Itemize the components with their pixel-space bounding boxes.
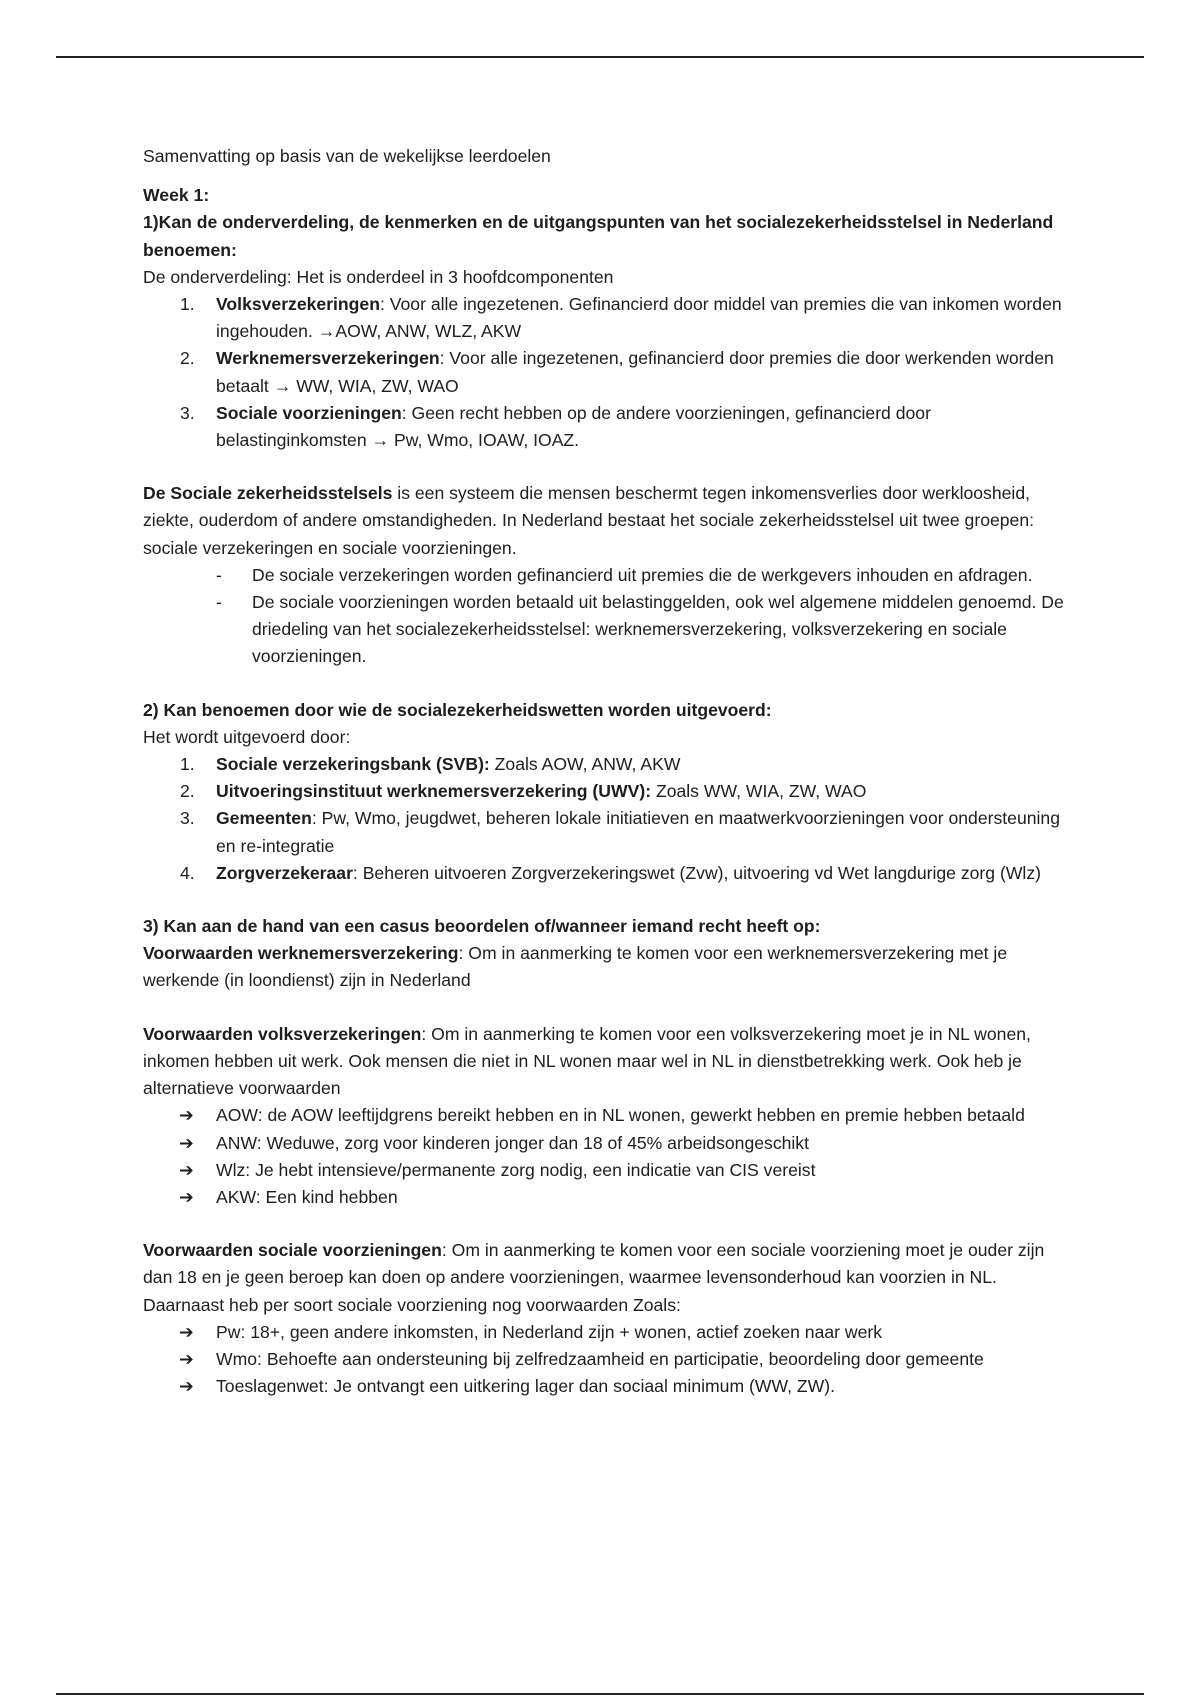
section-1-paragraph <box>143 480 1073 562</box>
list-item <box>143 778 1073 805</box>
list-text: : Beheren uitvoeren Zorgverzekeringswet (Zvw), uitvoering vd Wet langdurige zorg (Wlz) <box>352 862 1041 883</box>
sociale-voorzieningen-conditions <box>143 1237 1073 1319</box>
list-item <box>143 1346 1073 1373</box>
list-item <box>143 291 1073 345</box>
list-item <box>143 1157 1073 1184</box>
list-item <box>143 1373 1073 1400</box>
list-text: ANW: Weduwe, zorg voor kinderen jonger dan 18 of 45% arbeidsongeschikt <box>216 1132 809 1153</box>
header-rule <box>56 56 1144 58</box>
list-text: De sociale verzekeringen worden gefinancierd uit premies die de werkgevers inhouden en afdragen. <box>252 564 1033 585</box>
list-text: Pw: 18+, geen andere inkomsten, in Nederland zijn + wonen, actief zoeken naar werk <box>216 1321 883 1342</box>
list-number: 1. <box>180 294 195 315</box>
list-text: Zoals WW, WIA, ZW, WAO <box>651 781 867 802</box>
paragraph-term: Voorwaarden volksverzekeringen <box>143 1023 422 1044</box>
paragraph-text: : Om in aanmerking te komen voor een volksverzekering moet je in NL wonen, inkomen hebben uit werk. Ook mensen die niet in NL wonen maar wel in NL in dienstbetrekking werk. Ook heb je alternatieve voorwaarden <box>143 1023 1031 1099</box>
arrow-icon: ➔ <box>179 1321 194 1342</box>
list-number: 4. <box>180 862 195 883</box>
section-1-lead: De onderverdeling: Het is onderdeel in 3 hoofdcomponenten <box>143 266 614 287</box>
list-term: Zorgverzekeraar <box>216 862 353 883</box>
list-text: : Geen recht hebben op de andere voorzieningen, gefinancierd door belastinginkomsten → Pw, Wmo, IOAW, IOAZ. <box>216 402 931 451</box>
list-number: 3. <box>180 402 195 423</box>
list-item <box>143 860 1073 887</box>
section-3-heading: 3) Kan aan de hand van een casus beoordelen of/wanneer iemand recht heeft op: <box>143 916 821 937</box>
list-text: AKW: Een kind hebben <box>216 1186 398 1207</box>
list-item <box>143 562 1073 589</box>
spacer <box>143 671 1073 697</box>
list-term: Sociale voorzieningen <box>216 402 402 423</box>
list-item <box>143 805 1073 859</box>
list-item <box>143 345 1073 399</box>
list-number: 3. <box>180 808 195 829</box>
section-1-heading: 1)Kan de onderverdeling, de kenmerken en de uitgangspunten van het socialezekerheidsstelsel in Nederland benoemen: <box>143 212 1054 260</box>
week-heading: Week 1: <box>143 185 210 206</box>
list-number: 2. <box>180 781 195 802</box>
paragraph-term: De Sociale zekerheidsstelsels <box>143 483 393 504</box>
volksverzekeringen-conditions <box>143 1021 1073 1103</box>
section-2-heading: 2) Kan benoemen door wie de socialezekerheidswetten worden uitgevoerd: <box>143 699 772 720</box>
arrow-icon: ➔ <box>179 1376 194 1397</box>
sociale-voorzieningen-arrow-list <box>143 1319 1073 1401</box>
footer-rule <box>56 1693 1144 1695</box>
list-text: : Voor alle ingezetenen, gefinancierd door premies die door werkenden worden betaalt → WW, WIA, ZW, WAO <box>216 348 1054 396</box>
list-text: De sociale voorzieningen worden betaald uit belastinggelden, ook wel algemene middelen genoemd. De driedeling van het socialezekerheidsstelsel: werknemersverzekering, volksverzekering en sociale voorzieningen. <box>252 592 1064 667</box>
list-item <box>143 589 1073 671</box>
section-1-dash-list <box>143 562 1073 671</box>
document-intro: Samenvatting op basis van de wekelijkse leerdoelen <box>143 146 551 166</box>
paragraph-text: : Om in aanmerking te komen voor een werknemersverzekering met je werkende (in loondienst) zijn in Nederland <box>143 943 1008 991</box>
spacer <box>143 1211 1073 1237</box>
document-body <box>143 143 1073 1400</box>
spacer <box>143 887 1073 913</box>
section-1-numbered-list <box>143 291 1073 454</box>
list-text: : Voor alle ingezetenen. Gefinancierd door middel van premies die van inkomen worden ingehouden. →AOW, ANW, WLZ, AKW <box>216 294 1062 342</box>
list-item <box>143 1102 1073 1129</box>
list-number: 2. <box>180 348 195 369</box>
list-text: Wmo: Behoefte aan ondersteuning bij zelfredzaamheid en participatie, beoordeling door gemeente <box>216 1348 984 1369</box>
spacer <box>143 995 1073 1021</box>
list-text: Toeslagenwet: Je ontvangt een uitkering lager dan sociaal minimum (WW, ZW). <box>216 1376 835 1397</box>
list-item <box>143 400 1073 454</box>
section-2-numbered-list <box>143 751 1073 887</box>
spacer <box>143 454 1073 480</box>
list-term: Gemeenten <box>216 808 312 829</box>
list-term: Werknemersverzekeringen <box>216 348 440 369</box>
list-item <box>143 1319 1073 1346</box>
list-text: : Pw, Wmo, jeugdwet, beheren lokale initiatieven en maatwerkvoorzieningen voor ondersteuning en re-integratie <box>216 808 1060 856</box>
list-item <box>143 1130 1073 1157</box>
arrow-icon: ➔ <box>179 1159 194 1180</box>
list-term: Uitvoeringsinstituut werknemersverzekering (UWV): <box>216 781 652 802</box>
paragraph-term: Voorwaarden sociale voorzieningen <box>143 1240 442 1261</box>
list-item <box>143 1184 1073 1211</box>
list-text: AOW: de AOW leeftijdgrens bereikt hebben en in NL wonen, gewerkt hebben en premie hebben betaald <box>216 1105 1025 1126</box>
list-text: Zoals AOW, ANW, AKW <box>489 754 681 775</box>
list-text: Wlz: Je hebt intensieve/permanente zorg nodig, een indicatie van CIS vereist <box>216 1159 816 1180</box>
arrow-icon: ➔ <box>179 1132 194 1153</box>
paragraph-text: : Om in aanmerking te komen voor een sociale voorziening moet je ouder zijn dan 18 en je geen beroep kan doen op andere voorzieningen, waarmee levensonderhoud kan voorzien in NL. Daarnaast heb per soort sociale voorziening nog voorwaarden Zoals: <box>143 1240 1045 1315</box>
arrow-icon: ➔ <box>179 1186 194 1207</box>
volksverzekeringen-arrow-list <box>143 1102 1073 1211</box>
arrow-icon: ➔ <box>179 1348 194 1369</box>
list-term: Volksverzekeringen <box>216 294 380 315</box>
paragraph-text: is een systeem die mensen beschermt tegen inkomensverlies door werkloosheid, ziekte, ouderdom of andere omstandigheden. In Nederland bestaat het sociale zekerheidsstelsel uit twee groepen: sociale verzekeringen en sociale voorzieningen. <box>143 483 1035 558</box>
arrow-icon: ➔ <box>179 1105 194 1126</box>
werknemersverzekering-conditions <box>143 940 1073 994</box>
list-number: 1. <box>180 754 195 775</box>
dash-marker: - <box>216 592 222 613</box>
section-2-lead: Het wordt uitgevoerd door: <box>143 726 351 747</box>
dash-marker: - <box>216 564 222 585</box>
list-item <box>143 751 1073 778</box>
paragraph-term: Voorwaarden werknemersverzekering <box>143 943 459 964</box>
list-term: Sociale verzekeringsbank (SVB): <box>216 754 490 775</box>
